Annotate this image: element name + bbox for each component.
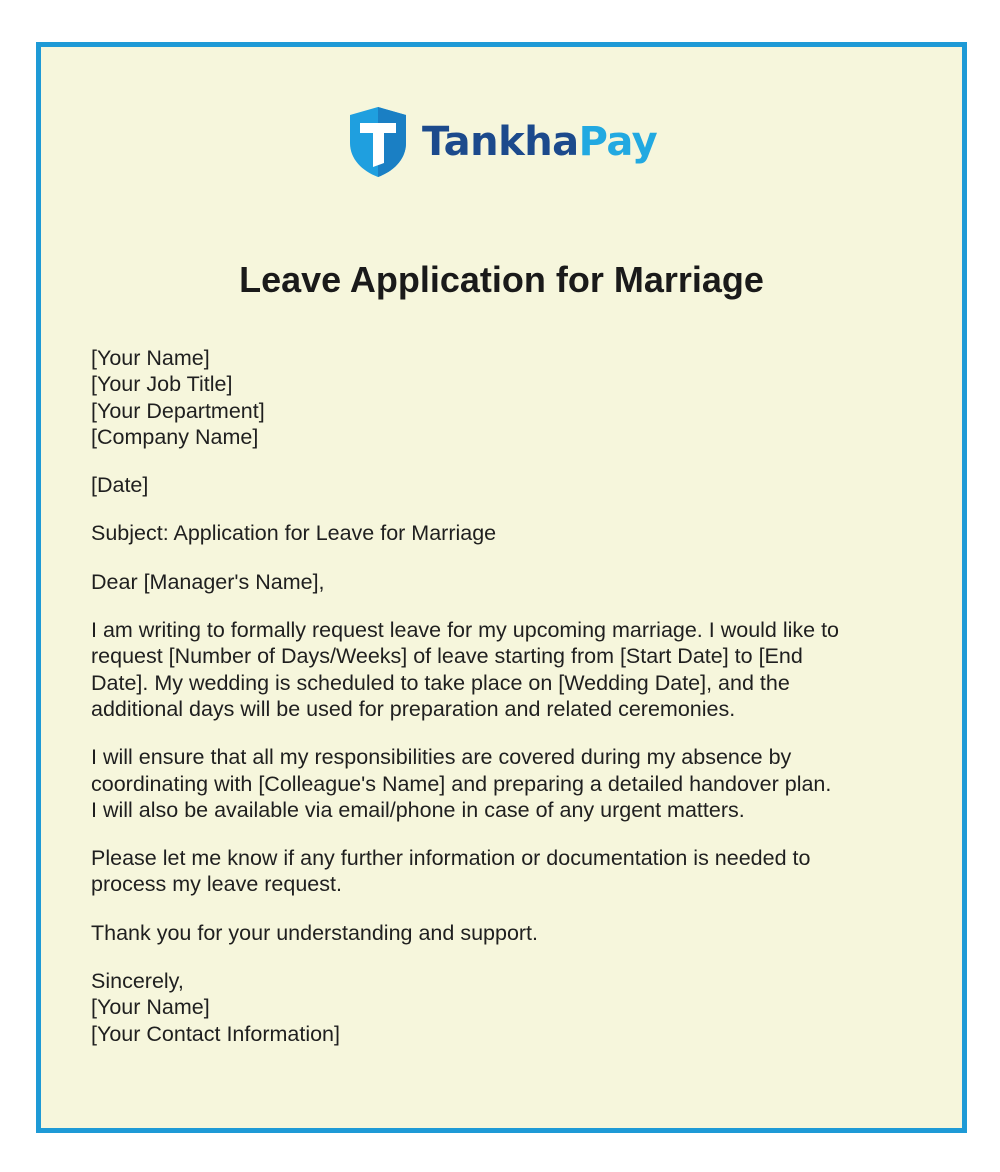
paragraph-line: request [Number of Days/Weeks] of leave starting from [Start Date] to [End [91, 644, 803, 669]
sender-company: [Company Name] [91, 424, 259, 449]
paragraph-line: I will ensure that all my responsibilities are covered during my absence by [91, 745, 792, 770]
paragraph-line: Date]. My wedding is scheduled to take place on [Wedding Date], and the [91, 670, 790, 695]
brand-name [422, 119, 658, 165]
closing-line: Thank you for your understanding and support. [91, 920, 539, 945]
shield-t-logo-icon [346, 105, 410, 179]
paragraph-2 [91, 744, 931, 823]
paragraph-1 [91, 617, 931, 722]
date-block [91, 472, 931, 498]
document-title: Leave Application for Marriage [239, 259, 764, 300]
signoff-closing: Sincerely, [91, 969, 184, 994]
brand-logo [346, 104, 657, 180]
paragraph-3 [91, 845, 931, 898]
closing-line-block [91, 920, 931, 946]
letter-subject: Subject: Application for Leave for Marriage [91, 521, 497, 546]
brand-name-part1: Tankha [422, 119, 579, 165]
signoff-block [91, 968, 931, 1047]
letter-date: [Date] [91, 473, 149, 498]
signoff-name: [Your Name] [91, 995, 210, 1020]
salutation-block [91, 569, 931, 595]
letter-frame [36, 42, 967, 1133]
paragraph-line: coordinating with [Colleague's Name] and preparing a detailed handover plan. [91, 771, 832, 796]
signoff-contact: [Your Contact Information] [91, 1021, 340, 1046]
paragraph-line: additional days will be used for preparation and related ceremonies. [91, 696, 736, 721]
paragraph-line: I am writing to formally request leave for my upcoming marriage. I would like to [91, 618, 840, 643]
paragraph-line: process my leave request. [91, 872, 342, 897]
paragraph-line: I will also be available via email/phone in case of any urgent matters. [91, 797, 745, 822]
paragraph-line: Please let me know if any further information or documentation is needed to [91, 846, 811, 871]
sender-department: [Your Department] [91, 398, 265, 423]
sender-name: [Your Name] [91, 346, 210, 370]
brand-name-part2: Pay [578, 119, 658, 165]
letter-body [91, 345, 931, 1069]
sender-job-title: [Your Job Title] [91, 372, 233, 397]
sender-block [91, 345, 931, 450]
letter-salutation: Dear [Manager's Name], [91, 569, 325, 594]
subject-block [91, 520, 931, 546]
